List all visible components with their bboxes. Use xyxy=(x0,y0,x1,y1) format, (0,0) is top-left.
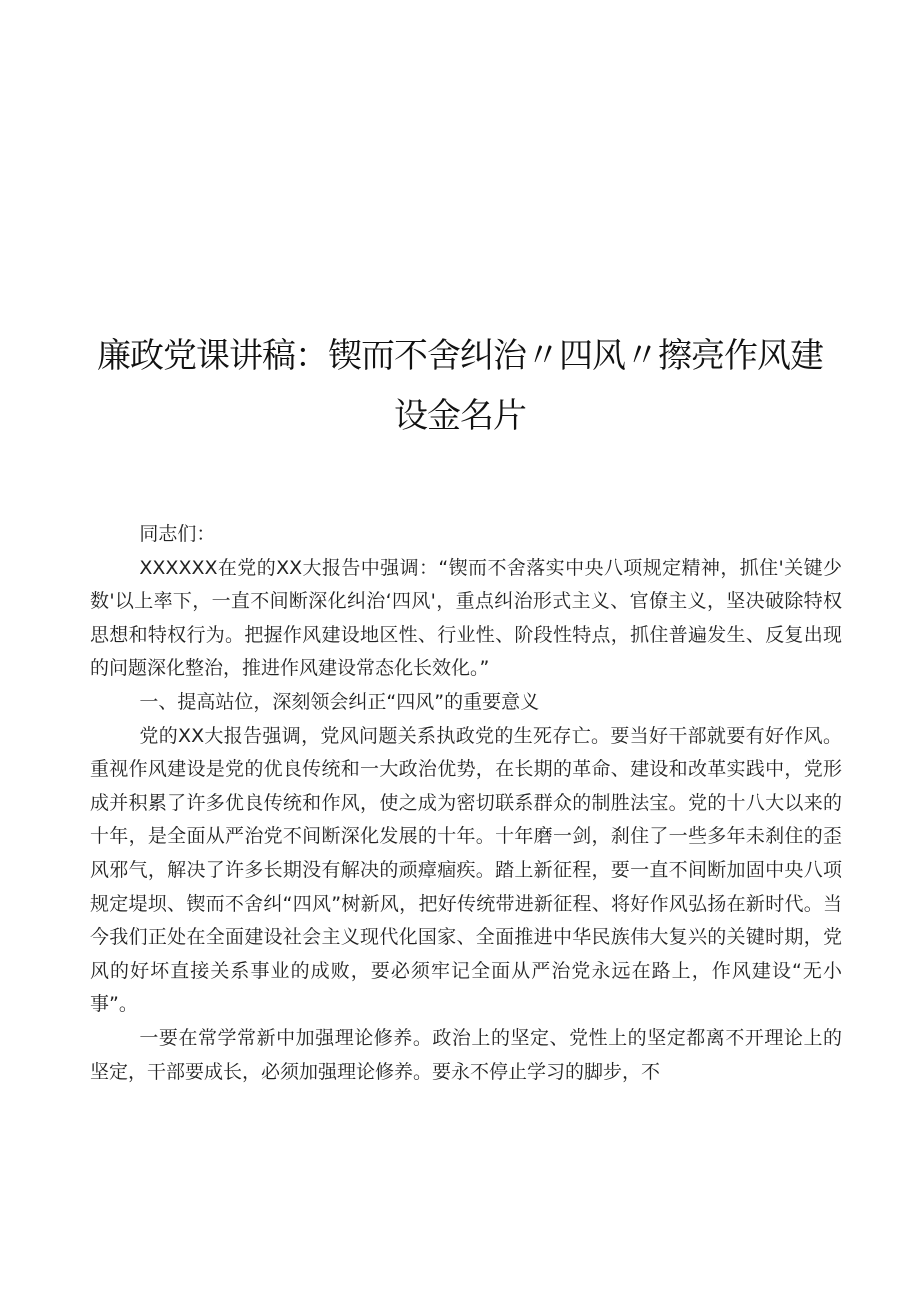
salutation: 同志们： xyxy=(139,523,216,545)
section-heading: 一、提高站位，深刻领会纠正“四风”的重要意义 xyxy=(139,690,540,713)
paragraph: 一要在常学常新中加强理论修养。政治上的坚定、党性上的坚定都离不开理论上的坚定，干部要成长，必须加强理论修养。要永不停止学习的脚步，不 xyxy=(90,1026,842,1083)
document-title: 廉政党课讲稿：锲而不舍纠治〃四风〃擦亮作风建设金名片 xyxy=(97,336,823,436)
paragraph: 党的XX大报告强调，党风问题关系执政党的生死存亡。要当好干部就要有好作风。重视作风建设是党的优良传统和一大政治优势，在长期的革命、建设和改革实践中，党形成并积累了许多优良传统和作风，使之成为密切联系群众的制胜法宝。党的十八大以来的十年，是全面从严治党不间断深化发展的十年。十年磨一剑，刹住了一些多年未刹住的歪风邪气，解决了许多长期没有解决的顽瘴痼疾。踏上新征程，要一直不间断加固中央八项规定堤坝、锲而不舍纠“四风”树新风，把好传统带进新征程、将好作风弘扬在新时代。当今我们正处在全面建设社会主义现代化国家、全面推进中华民族伟大复兴的关键时期，党风的好坏直接关系事业的成败，要必须牢记全面从严治党永远在路上，作风建设“无小事”。 xyxy=(90,724,842,1016)
document-body xyxy=(90,518,842,1089)
paragraph: XXXXXX在党的XX大报告中强调：“锲而不舍落实中央八项规定精神，抓住'关键少数'以上率下，一直不间断深化纠治‘四风'，重点纠治形式主义、官僚主义，坚决破除特权思想和特权行为。把握作风建设地区性、行业性、阶段性特点，抓住普遍发生、反复出现的问题深化整治，推进作风建设常态化长效化。” xyxy=(90,556,842,680)
